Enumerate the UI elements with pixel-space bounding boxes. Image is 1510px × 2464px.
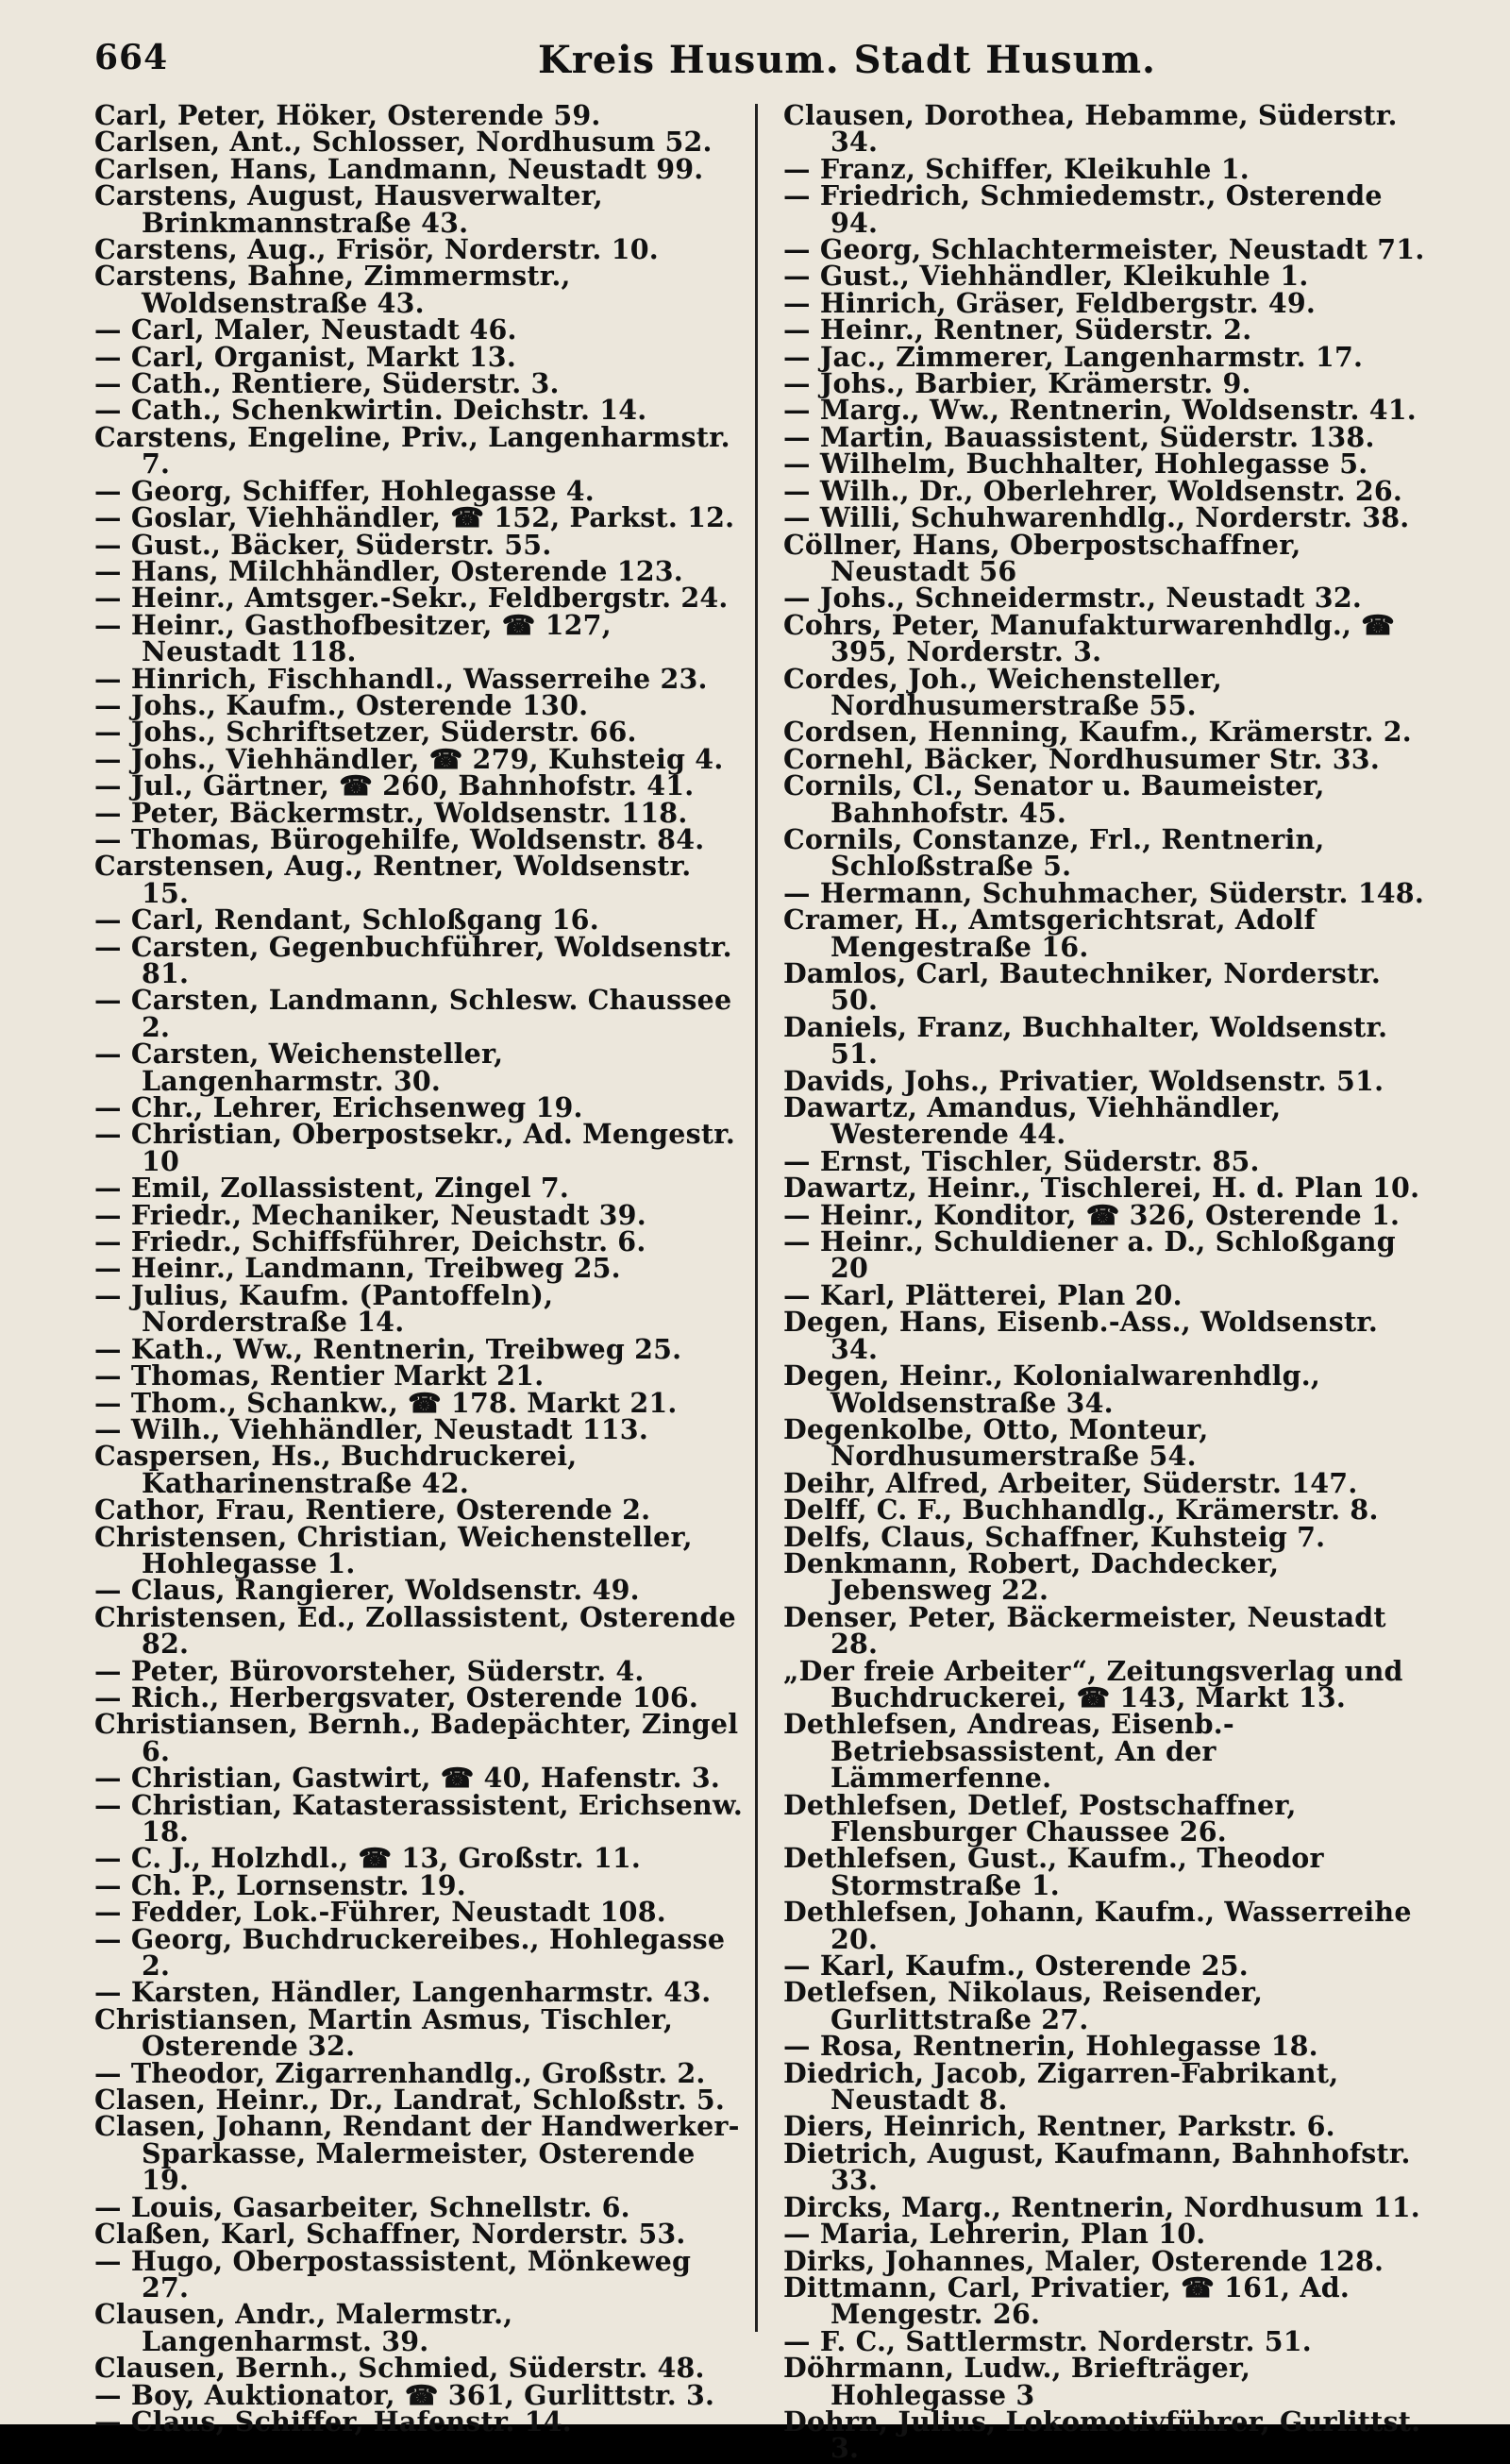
directory-entry: — Rich., Herbergsvater, Osterende 106. bbox=[94, 1680, 699, 1713]
directory-entry: — Friedr., Schiffsführer, Deichstr. 6. bbox=[94, 1225, 646, 1258]
directory-entry: Clausen, Bernh., Schmied, Süderstr. 48. bbox=[94, 2352, 705, 2385]
directory-entry: — Kath., Ww., Rentnerin, Treibweg 25. bbox=[94, 1332, 682, 1365]
directory-entry: — Georg, Schiffer, Hohlegasse 4. bbox=[94, 474, 595, 507]
directory-entry: Dawartz, Heinr., Tischlerei, H. d. Plan 10. bbox=[783, 1172, 1420, 1205]
directory-entry: Carstens, August, Hausverwalter, Brinkmannstraße 43. bbox=[94, 179, 603, 239]
directory-entry: — Franz, Schiffer, Kleikuhle 1. bbox=[783, 152, 1250, 185]
directory-entry: Cornils, Constanze, Frl., Rentnerin, Schloßstraße 5. bbox=[783, 822, 1325, 883]
directory-entry: — Maria, Lehrerin, Plan 10. bbox=[783, 2218, 1206, 2251]
directory-entry: — Christian, Oberpostsekr., Ad. Mengestr. 10 bbox=[94, 1118, 735, 1177]
directory-entry: — F. C., Sattlermstr. Norderstr. 51. bbox=[783, 2324, 1312, 2357]
directory-entry: — Heinr., Amtsger.-Sekr., Feldbergstr. 24. bbox=[94, 582, 729, 615]
directory-entry: Detlefsen, Nikolaus, Reisender, Gurlittstraße 27. bbox=[783, 1976, 1264, 2035]
directory-entry: — Friedrich, Schmiedemstr., Osterende 94. bbox=[783, 179, 1383, 239]
directory-entry: Döhrmann, Ludw., Briefträger, Hohlegasse 3 bbox=[783, 2352, 1251, 2411]
directory-entry: — Carl, Rendant, Schloßgang 16. bbox=[94, 903, 599, 937]
directory-entry: Dawartz, Amandus, Viehhändler, Westerende 44. bbox=[783, 1091, 1282, 1151]
directory-entry: — Friedr., Mechaniker, Neustadt 39. bbox=[94, 1198, 646, 1231]
directory-entry: Cornehl, Bäcker, Nordhusumer Str. 33. bbox=[783, 742, 1380, 775]
directory-entry: — Boy, Auktionator, ☎ 361, Gurlittstr. 3. bbox=[94, 2378, 715, 2411]
directory-entry: — Claus, Rangierer, Woldsenstr. 49. bbox=[94, 1574, 640, 1607]
directory-entry: „Der freie Arbeiter“, Zeitungsverlag und Buchdruckerei, ☎ 143, Markt 13. bbox=[783, 1654, 1403, 1713]
directory-entry: — Karl, Plätterei, Plan 20. bbox=[783, 1278, 1183, 1311]
directory-entry: Dietrich, August, Kaufmann, Bahnhofstr. 33. bbox=[783, 2136, 1411, 2197]
directory-entry: — Heinr., Schuldiener a. D., Schloßgang 20 bbox=[783, 1225, 1396, 1285]
directory-entry: — Heinr., Rentner, Süderstr. 2. bbox=[783, 313, 1252, 346]
directory-entry: Denkmann, Robert, Dachdecker, Jebensweg 22. bbox=[783, 1546, 1280, 1607]
directory-entry: Delfs, Claus, Schaffner, Kuhsteig 7. bbox=[783, 1520, 1326, 1553]
directory-entry: — Willi, Schuhwarenhdlg., Norderstr. 38. bbox=[783, 501, 1410, 534]
directory-entry: — Jul., Gärtner, ☎ 260, Bahnhofstr. 41. bbox=[94, 769, 695, 802]
directory-entry: Damlos, Carl, Bautechniker, Norderstr. 50. bbox=[783, 957, 1382, 1017]
directory-entry: — Hugo, Oberpostassistent, Mönkeweg 27. bbox=[94, 2244, 692, 2304]
directory-entry: Cornils, Cl., Senator u. Baumeister, Bahnhofstr. 45. bbox=[783, 769, 1325, 829]
directory-entry: — Jac., Zimmerer, Langenharmstr. 17. bbox=[783, 340, 1364, 373]
directory-entry: Claßen, Karl, Schaffner, Norderstr. 53. bbox=[94, 2218, 686, 2251]
directory-entry: — Ernst, Tischler, Süderstr. 85. bbox=[783, 1144, 1260, 1177]
directory-entry: — Theodor, Zigarrenhandlg., Großstr. 2. bbox=[94, 2056, 706, 2089]
directory-entry: — Heinr., Landmann, Treibweg 25. bbox=[94, 1252, 621, 1285]
directory-entry: Clasen, Heinr., Dr., Landrat, Schloßstr. 5. bbox=[94, 2084, 725, 2117]
column-divider bbox=[755, 104, 758, 2332]
directory-entry: Clasen, Johann, Rendant der Handwerker-Sparkasse, Malermeister, Osterende 19. bbox=[94, 2110, 740, 2197]
directory-entry: Carstens, Engeline, Priv., Langenharmstr. 7. bbox=[94, 420, 730, 481]
directory-entry: Dircks, Marg., Rentnerin, Nordhusum 11. bbox=[783, 2190, 1420, 2223]
directory-entry: Dethlefsen, Johann, Kaufm., Wasserreihe 20. bbox=[783, 1896, 1412, 1955]
directory-entry: — Johs., Viehhändler, ☎ 279, Kuhsteig 4. bbox=[94, 742, 724, 775]
directory-entry: — Georg, Schlachtermeister, Neustadt 71. bbox=[783, 233, 1425, 266]
directory-entry: — Peter, Bürovorsteher, Süderstr. 4. bbox=[94, 1654, 645, 1687]
directory-entry: Carstens, Bahne, Zimmermstr., Woldsenstraße 43. bbox=[94, 260, 571, 319]
directory-entry: — Carsten, Weichensteller, Langenharmstr. 30. bbox=[94, 1038, 504, 1097]
directory-entry: Daniels, Franz, Buchhalter, Woldsenstr. 51. bbox=[783, 1010, 1388, 1071]
directory-entry: Cordsen, Henning, Kaufm., Krämerstr. 2. bbox=[783, 716, 1412, 749]
directory-entry: Cohrs, Peter, Manufakturwarenhdlg., ☎ 395, Norderstr. 3. bbox=[783, 608, 1395, 668]
directory-entry: Deihr, Alfred, Arbeiter, Süderstr. 147. bbox=[783, 1466, 1358, 1499]
directory-entry: Dohrn, Julius, Lokomotivführer, Gurlittst. 3. bbox=[783, 2405, 1421, 2464]
directory-entry: Dethlefsen, Gust., Kaufm., Theodor Stormstraße 1. bbox=[783, 1842, 1324, 1901]
directory-entry: — Chr., Lehrer, Erichsenweg 19. bbox=[94, 1091, 583, 1124]
directory-entry: — Hans, Milchhändler, Osterende 123. bbox=[94, 554, 683, 587]
directory-entry: Diers, Heinrich, Rentner, Parkstr. 6. bbox=[783, 2110, 1335, 2143]
directory-entry: Delff, C. F., Buchhandlg., Krämerstr. 8. bbox=[783, 1494, 1379, 1527]
directory-entry: — Peter, Bäckermstr., Woldsenstr. 118. bbox=[94, 796, 688, 829]
directory-entry: — Fedder, Lok.-Führer, Neustadt 108. bbox=[94, 1896, 666, 1929]
directory-entry: Clausen, Dorothea, Hebamme, Süderstr. 34. bbox=[783, 99, 1398, 159]
directory-entry: — Wilh., Viehhändler, Neustadt 113. bbox=[94, 1412, 648, 1445]
directory-entry: — Gust., Bäcker, Süderstr. 55. bbox=[94, 528, 552, 561]
directory-entry: Cathor, Frau, Rentiere, Osterende 2. bbox=[94, 1494, 651, 1527]
directory-entry: — Hermann, Schuhmacher, Süderstr. 148. bbox=[783, 876, 1424, 909]
directory-entry: — Louis, Gasarbeiter, Schnellstr. 6. bbox=[94, 2190, 630, 2223]
page-header bbox=[94, 38, 1453, 94]
directory-entry: — Rosa, Rentnerin, Hohlegasse 18. bbox=[783, 2030, 1318, 2063]
directory-entry: Carstensen, Aug., Rentner, Woldsenstr. 15. bbox=[94, 850, 692, 909]
directory-entry: Cordes, Joh., Weichensteller, Nordhusumerstraße 55. bbox=[783, 662, 1223, 721]
directory-entry: — Christian, Katasterassistent, Erichsenw. 18. bbox=[94, 1788, 743, 1848]
directory-entry: — Heinr., Gasthofbesitzer, ☎ 127, Neustadt 118. bbox=[94, 608, 612, 668]
directory-entry: — Karsten, Händler, Langenharmstr. 43. bbox=[94, 1976, 712, 2009]
directory-entry: Dethlefsen, Detlef, Postschaffner, Flensburger Chaussee 26. bbox=[783, 1788, 1297, 1848]
directory-entry: — Marg., Ww., Rentnerin, Woldsenstr. 41. bbox=[783, 394, 1417, 427]
directory-entry: — Claus, Schiffer, Hafenstr. 14. bbox=[94, 2405, 572, 2438]
directory-entry: — Carl, Organist, Markt 13. bbox=[94, 340, 516, 373]
directory-entry: Clausen, Andr., Malermstr., Langenharmst. 39. bbox=[94, 2298, 513, 2357]
directory-entry: — Thomas, Rentier Markt 21. bbox=[94, 1359, 545, 1392]
directory-entry: — Thomas, Bürogehilfe, Woldsenstr. 84. bbox=[94, 822, 705, 855]
directory-entry: Christiansen, Bernh., Badepächter, Zingel 6. bbox=[94, 1708, 739, 1767]
directory-entry: Degen, Heinr., Kolonialwarenhdlg., Woldsenstraße 34. bbox=[783, 1359, 1320, 1419]
directory-entry: Degenkolbe, Otto, Monteur, Nordhusumerstraße 54. bbox=[783, 1412, 1209, 1473]
directory-entry: Carlsen, Ant., Schlosser, Nordhusum 52. bbox=[94, 126, 713, 159]
directory-entry: — Carl, Maler, Neustadt 46. bbox=[94, 313, 517, 346]
directory-entry: — Carsten, Landmann, Schlesw. Chaussee 2. bbox=[94, 984, 732, 1043]
directory-entry: Carlsen, Hans, Landmann, Neustadt 99. bbox=[94, 152, 704, 185]
directory-entry: Dittmann, Carl, Privatier, ☎ 161, Ad. Mengestr. 26. bbox=[783, 2270, 1350, 2331]
directory-entry: — Johs., Schriftsetzer, Süderstr. 66. bbox=[94, 716, 637, 749]
directory-entry: Cramer, H., Amtsgerichtsrat, Adolf Mengestraße 16. bbox=[783, 903, 1317, 963]
running-title: Kreis Husum. Stadt Husum. bbox=[538, 38, 1156, 82]
directory-entry: — C. J., Holzhdl., ☎ 13, Großstr. 11. bbox=[94, 1842, 642, 1875]
directory-entry: — Johs., Schneidermstr., Neustadt 32. bbox=[783, 582, 1362, 615]
directory-entry: — Hinrich, Gräser, Feldbergstr. 49. bbox=[783, 286, 1317, 319]
directory-entry: — Heinr., Konditor, ☎ 326, Osterende 1. bbox=[783, 1198, 1401, 1231]
directory-entry: Carstens, Aug., Frisör, Norderstr. 10. bbox=[94, 233, 659, 266]
directory-entry: — Hinrich, Fischhandl., Wasserreihe 23. bbox=[94, 662, 708, 695]
directory-entry: — Wilh., Dr., Oberlehrer, Woldsenstr. 26. bbox=[783, 474, 1403, 507]
directory-entry: — Emil, Zollassistent, Zingel 7. bbox=[94, 1172, 570, 1205]
directory-entry: — Julius, Kaufm. (Pantoffeln), Norderstraße 14. bbox=[94, 1278, 554, 1339]
directory-entry: — Christian, Gastwirt, ☎ 40, Hafenstr. 3. bbox=[94, 1762, 720, 1795]
directory-entry: — Gust., Viehhändler, Kleikuhle 1. bbox=[783, 260, 1309, 293]
directory-entry: — Johs., Barbier, Krämerstr. 9. bbox=[783, 367, 1251, 400]
directory-entry: — Ch. P., Lornsenstr. 19. bbox=[94, 1868, 466, 1901]
directory-entry: Cöllner, Hans, Oberpostschaffner, Neustadt 56 bbox=[783, 528, 1301, 587]
page-number: 664 bbox=[94, 38, 169, 77]
directory-entry: — Wilhelm, Buchhalter, Hohlegasse 5. bbox=[783, 447, 1368, 481]
directory-entry: — Georg, Buchdruckereibes., Hohlegasse 2. bbox=[94, 1922, 726, 1983]
directory-entry: Diedrich, Jacob, Zigarren-Fabrikant, Neustadt 8. bbox=[783, 2056, 1339, 2117]
directory-entry: Degen, Hans, Eisenb.-Ass., Woldsenstr. 34. bbox=[783, 1306, 1379, 1365]
directory-entry: Davids, Johs., Privatier, Woldsenstr. 51. bbox=[783, 1064, 1384, 1097]
directory-entry: — Carsten, Gegenbuchführer, Woldsenstr. 81. bbox=[94, 930, 732, 989]
directory-entry: — Goslar, Viehhändler, ☎ 152, Parkst. 12. bbox=[94, 501, 735, 534]
directory-entry: Denser, Peter, Bäckermeister, Neustadt 28. bbox=[783, 1600, 1386, 1661]
directory-entry: Christensen, Christian, Weichensteller, Hohlegasse 1. bbox=[94, 1520, 693, 1579]
directory-entry: Christiansen, Martin Asmus, Tischler, Osterende 32. bbox=[94, 2002, 674, 2063]
directory-entry: — Martin, Bauassistent, Süderstr. 138. bbox=[783, 420, 1375, 453]
right-column bbox=[783, 99, 1434, 2464]
directory-entry: — Karl, Kaufm., Osterende 25. bbox=[783, 1949, 1249, 1983]
directory-entry: Carl, Peter, Höker, Osterende 59. bbox=[94, 99, 601, 131]
left-column bbox=[94, 99, 746, 2438]
directory-entry: Caspersen, Hs., Buchdruckerei, Katharinenstraße 42. bbox=[94, 1440, 578, 1499]
directory-entry: — Thom., Schankw., ☎ 178. Markt 21. bbox=[94, 1386, 678, 1419]
directory-entry: Dethlefsen, Andreas, Eisenb.-Betriebsassistent, An der Lämmerfenne. bbox=[783, 1708, 1234, 1795]
directory-entry: Dirks, Johannes, Maler, Osterende 128. bbox=[783, 2244, 1384, 2277]
directory-entry: — Cath., Rentiere, Süderstr. 3. bbox=[94, 367, 560, 400]
directory-entry: — Cath., Schenkwirtin. Deichstr. 14. bbox=[94, 394, 647, 427]
directory-entry: Christensen, Ed., Zollassistent, Osterende 82. bbox=[94, 1600, 736, 1661]
directory-entry: — Johs., Kaufm., Osterende 130. bbox=[94, 688, 589, 721]
